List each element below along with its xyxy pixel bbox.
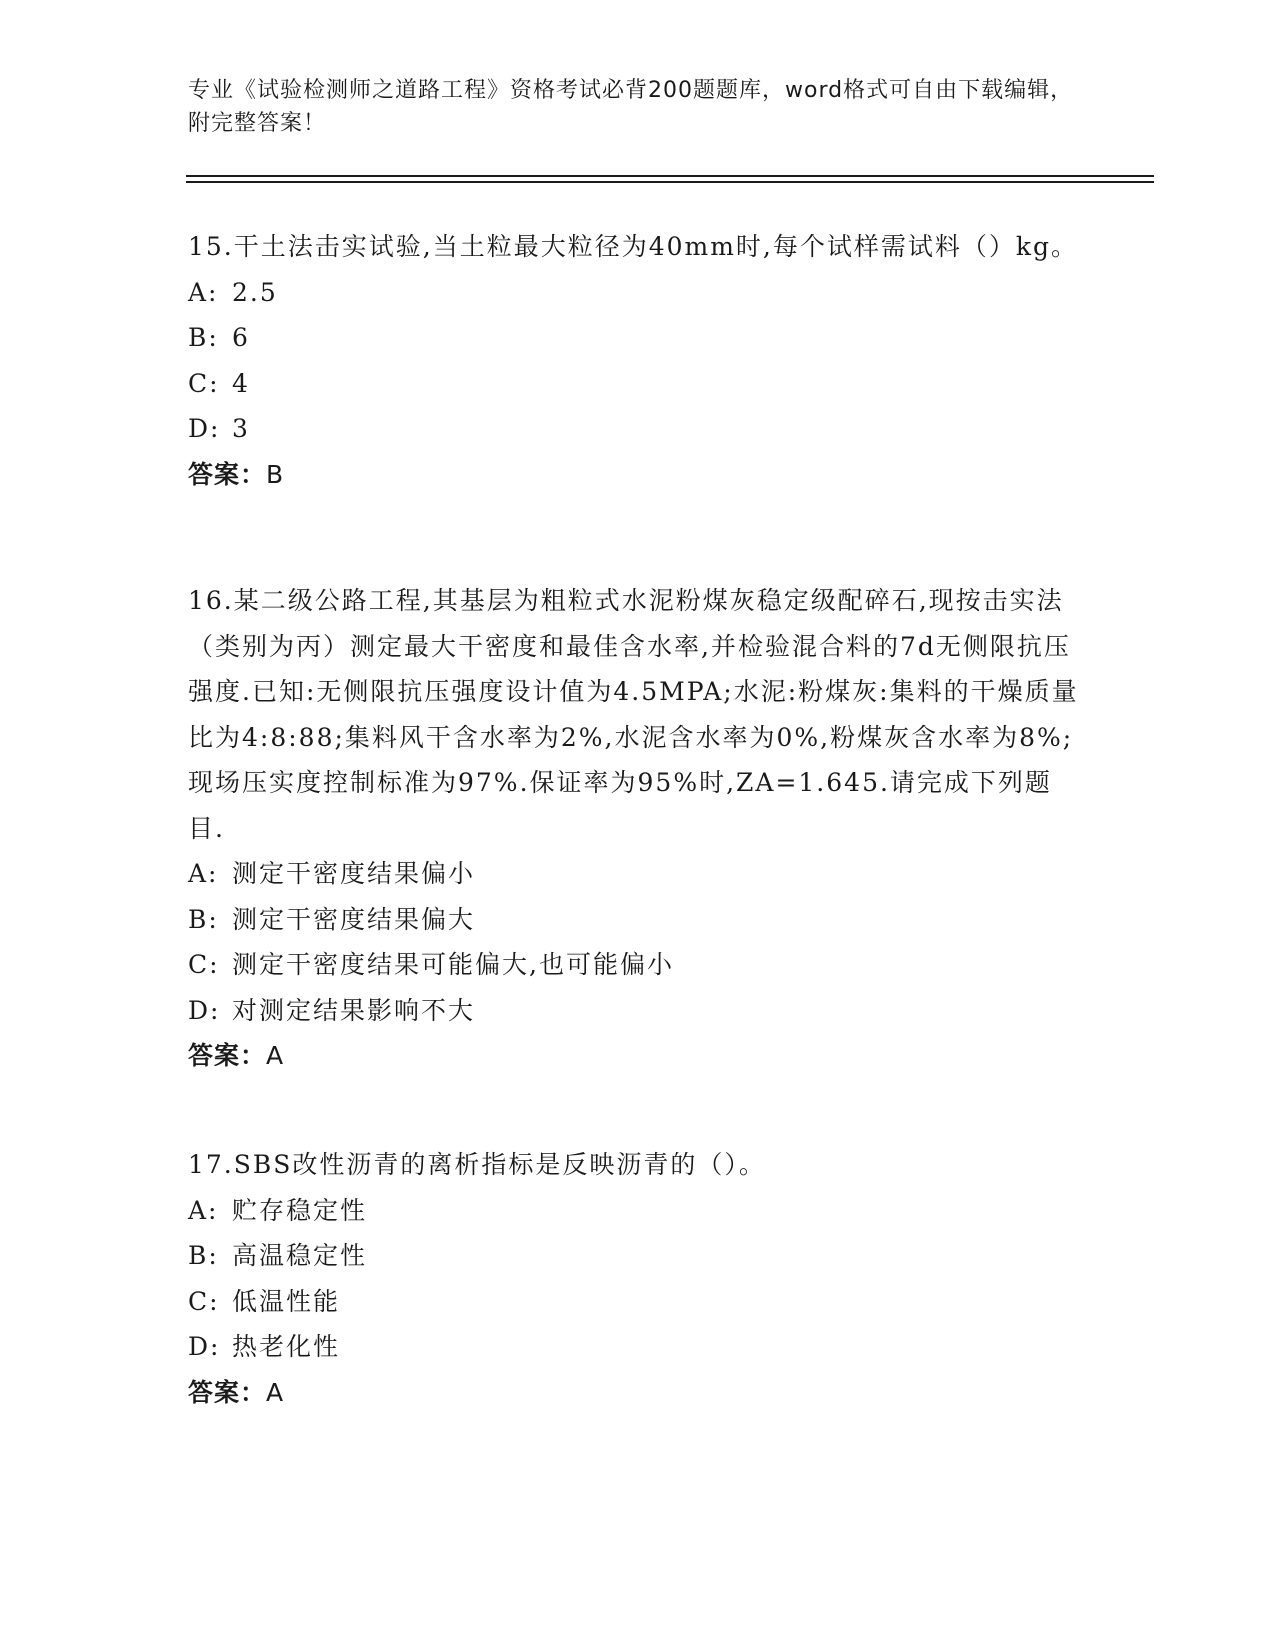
answer-label: 答案：: [188, 1041, 267, 1070]
answer-line: [188, 1033, 1088, 1079]
option-b: [188, 315, 1088, 361]
option-c: [188, 1279, 1088, 1325]
option-text: 对测定结果影响不大: [232, 995, 476, 1025]
option-a: [188, 270, 1088, 316]
question-16: [188, 578, 1088, 1079]
answer-value: A: [266, 1377, 285, 1407]
question-stem: 17.SBS改性沥青的离析指标是反映沥青的（）。: [188, 1150, 766, 1179]
option-b: [188, 1233, 1088, 1279]
option-label: B:: [188, 323, 219, 352]
option-a: [188, 1188, 1088, 1234]
option-label: D:: [188, 995, 221, 1025]
answer-line: [188, 1370, 1088, 1416]
answer-label: 答案：: [188, 1377, 267, 1407]
option-label: A:: [188, 859, 219, 888]
question-stem: 16.某二级公路工程,其基层为粗粒式水泥粉煤灰稳定级配碎石,现按击实法（类别为丙）测定最大干密度和最佳含水率,并检验混合料的7d无侧限抗压强度.已知:无侧限抗压强度设计值为4.5MPA;水泥:粉煤灰:集料的干燥质量比为4:8:88;集料风干含水率为2%,水泥含水率为0%,粉煤灰含水率为8%;现场压实度控制标准为97%.保证率为95%时,ZA=1.645.请完成下列题目.: [188, 586, 1079, 843]
header-rule-top: [186, 175, 1154, 177]
answer-line: [188, 452, 1088, 498]
option-text: 4: [232, 368, 250, 398]
option-d: [188, 1324, 1088, 1370]
option-c: [188, 942, 1088, 988]
option-text: 高温稳定性: [232, 1241, 368, 1270]
document-header: 专业《试验检测师之道路工程》资格考试必背200题题库，word格式可自由下载编辑，附完整答案！: [188, 78, 1074, 136]
option-text: 热老化性: [232, 1332, 341, 1361]
option-text: 低温性能: [232, 1286, 341, 1316]
answer-value: A: [266, 1041, 285, 1070]
option-label: D:: [188, 1332, 221, 1361]
option-label: B:: [188, 1241, 219, 1270]
option-text: 贮存稳定性: [232, 1195, 368, 1225]
option-a: [188, 851, 1088, 897]
option-label: A:: [188, 1195, 219, 1225]
option-label: C:: [188, 368, 220, 398]
option-text: 6: [232, 323, 250, 352]
answer-label: 答案：: [188, 459, 267, 489]
header-rule-bottom: [186, 181, 1154, 183]
option-d: [188, 406, 1088, 452]
option-text: 2.5: [232, 277, 278, 307]
option-label: C:: [188, 950, 220, 979]
question-17: [188, 1142, 1088, 1415]
option-label: C:: [188, 1286, 220, 1316]
option-label: A:: [188, 277, 219, 307]
option-text: 测定干密度结果可能偏大,也可能偏小: [232, 950, 674, 979]
option-d: [188, 988, 1088, 1034]
option-c: [188, 361, 1088, 407]
option-label: B:: [188, 904, 219, 934]
option-b: [188, 897, 1088, 943]
question-15: [188, 224, 1088, 497]
option-text: 测定干密度结果偏大: [232, 904, 476, 934]
answer-value: B: [266, 459, 285, 489]
option-text: 测定干密度结果偏小: [232, 859, 476, 888]
question-stem: 15.干土法击实试验,当土粒最大粒径为40mm时,每个试样需试料（）kg。: [188, 232, 1079, 261]
option-label: D:: [188, 414, 221, 443]
option-text: 3: [232, 414, 250, 443]
